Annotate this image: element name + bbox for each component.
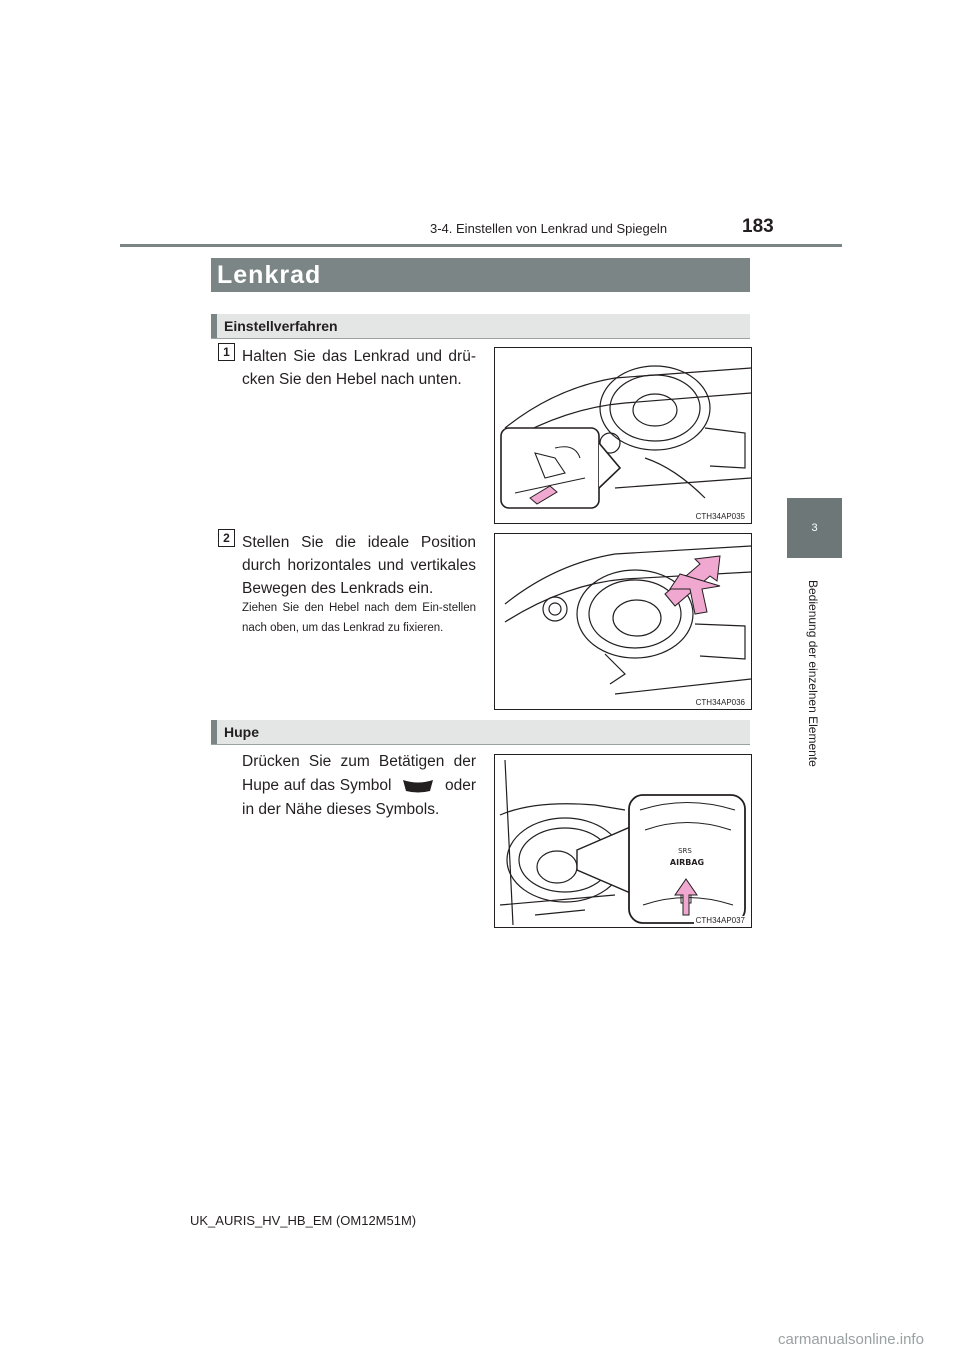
steering-lever-illustration — [495, 348, 751, 523]
horn-text-before: Drücken Sie zum Betätigen der Hupe auf das Symbol — [242, 753, 476, 794]
horn-text-after: oder in der Nähe dieses Symbols. — [242, 777, 477, 818]
figure-code: CTH34AP037 — [695, 916, 745, 925]
horn-illustration — [495, 755, 751, 927]
step-2-text: Stellen Sie die ideale Position durch horizontales und vertikales Bewegen des Lenkrads ein. — [242, 534, 476, 597]
step-number-1: 1 — [218, 343, 235, 361]
chapter-title-text: Bedienung der einzelnen Elemente — [806, 580, 820, 767]
watermark: carmanualsonline.info — [778, 1331, 924, 1348]
page-title: Lenkrad — [217, 261, 322, 289]
section-heading-einstellverfahren — [211, 314, 750, 338]
header-rule — [120, 244, 842, 247]
section-heading-text: Hupe — [224, 724, 259, 740]
page-title-bar — [211, 258, 750, 292]
figure-code: CTH34AP035 — [695, 512, 745, 521]
chapter-tab: 3 — [787, 498, 842, 558]
figure-steering-adjust — [494, 533, 752, 710]
figure-steering-lever — [494, 347, 752, 524]
horn-icon — [400, 777, 436, 795]
running-header-section: 3-4. Einstellen von Lenkrad und Spiegeln — [430, 221, 668, 236]
page-number: 183 — [742, 216, 774, 237]
figure-code: CTH34AP036 — [695, 698, 745, 707]
figure-horn — [494, 754, 752, 928]
step-number-2: 2 — [218, 529, 235, 547]
step-2-note: Ziehen Sie den Hebel nach dem Ein-stellen nach oben, um das Lenkrad zu fixieren. — [242, 602, 476, 634]
chapter-title-vertical — [806, 580, 826, 780]
horn-instruction-text — [242, 750, 476, 822]
airbag-label: AIRBAG — [669, 858, 705, 867]
section-heading-text: Einstellverfahren — [224, 318, 338, 334]
steering-adjust-illustration — [495, 534, 751, 709]
srs-label: SRS — [678, 847, 692, 855]
step-1-text: Halten Sie das Lenkrad und drü-cken Sie den Hebel nach unten. — [242, 348, 476, 388]
document-footer: UK_AURIS_HV_HB_EM (OM12M51M) — [190, 1213, 417, 1228]
section-heading-hupe — [211, 720, 750, 744]
